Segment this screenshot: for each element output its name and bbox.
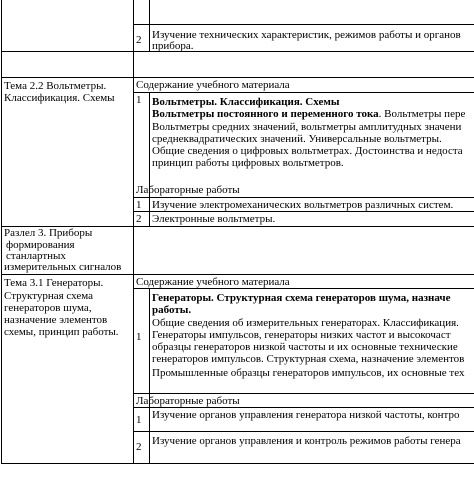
topic-title: Тема 2.2 Вольтметры.: [4, 80, 107, 92]
cell-text: прибора.: [152, 40, 194, 52]
content-text: среднеквадратических значений. Универсальные вольтметры.: [152, 133, 442, 145]
topic-title: Классификация. Схемы: [4, 92, 115, 104]
grid-line: [133, 393, 474, 394]
grid-line: [133, 431, 474, 432]
row-number: 2: [136, 34, 142, 46]
grid-line: [133, 92, 474, 93]
row-number: 1: [136, 331, 142, 343]
grid-line: [149, 288, 150, 463]
topic-title: схемы, принцип работы.: [4, 326, 119, 338]
grid-line: [133, 211, 474, 212]
grid-line: [1, 51, 474, 52]
row-number: 2: [136, 441, 142, 453]
topic-title: Тема 3.1 Генераторы.: [4, 277, 104, 289]
grid-line: [1, 77, 474, 78]
content-bold: работы.: [152, 304, 192, 316]
grid-line: [1, 274, 474, 275]
topic-title: назначение элементов: [4, 314, 108, 326]
content-text: образцы генераторов низкой частоты и их основные технические: [152, 341, 458, 353]
content-bold: Вольтметры. Классификация. Схемы: [152, 96, 340, 108]
content-header: Содержание учебного материала: [136, 79, 290, 91]
row-number: 1: [136, 199, 142, 211]
content-text: Вольтметры средних значений, вольтметры амплитудных значени: [152, 121, 462, 133]
lab-text: Изучение органов управления и контроль режимов работы генера: [152, 435, 461, 447]
content-text: Общие сведения о цифровых вольтметрах. Достоинства и недоста: [152, 145, 463, 157]
lab-text: Электронные вольтметры.: [152, 213, 276, 225]
grid-line: [149, 92, 150, 226]
grid-line: [133, 24, 474, 25]
content-line: [152, 108, 465, 120]
topic-title: генераторов шума,: [4, 302, 92, 314]
lab-text: Изучение электромеханических вольтметров различных систем.: [152, 199, 454, 211]
content-bold: Вольтметры постоянного и переменного тока: [152, 108, 379, 120]
content-bold: Генераторы. Структурная схема генераторов шума, назначе: [152, 292, 451, 304]
row-number: 1: [136, 94, 142, 106]
content-text: принцип работы цифровых вольтметров.: [152, 157, 344, 169]
section-title: формирования: [6, 239, 75, 251]
row-number: 2: [136, 213, 142, 225]
grid-line: [133, 288, 474, 289]
lab-header: Лабораторные работы: [136, 395, 240, 407]
grid-line: [133, 407, 474, 408]
grid-line: [1, 463, 474, 464]
content-text: генераторов импульсов. Структурная схема, назначение элементов: [152, 353, 465, 365]
content-header: Содержание учебного материала: [136, 276, 290, 288]
topic-title: Структурная схема: [4, 290, 94, 302]
content-text: Генераторы импульсов, генераторы низких частот и высокочаст: [152, 329, 451, 341]
lab-header: Лабораторные работы: [136, 184, 240, 196]
row-number: 1: [136, 414, 142, 426]
lab-text: Изучение органов управления генератора низкой частоты, контро: [152, 409, 460, 421]
grid-line: [133, 197, 474, 198]
content-text: . Вольтметры пере: [378, 108, 466, 120]
cell-text: Изучение технических характеристик, режимов работы и органов: [152, 29, 461, 41]
grid-line: [1, 0, 2, 463]
section-title: Разлел 3. Приборы: [4, 227, 93, 239]
section-title: станлартных: [6, 250, 66, 262]
grid-line: [149, 0, 150, 51]
content-text: Промышленные образцы генераторов импульсов, их основные тех: [152, 367, 465, 379]
content-text: Общие сведения об измерительных генераторах. Классификация.: [152, 317, 459, 329]
section-title: измерительных сигналов: [4, 261, 122, 273]
